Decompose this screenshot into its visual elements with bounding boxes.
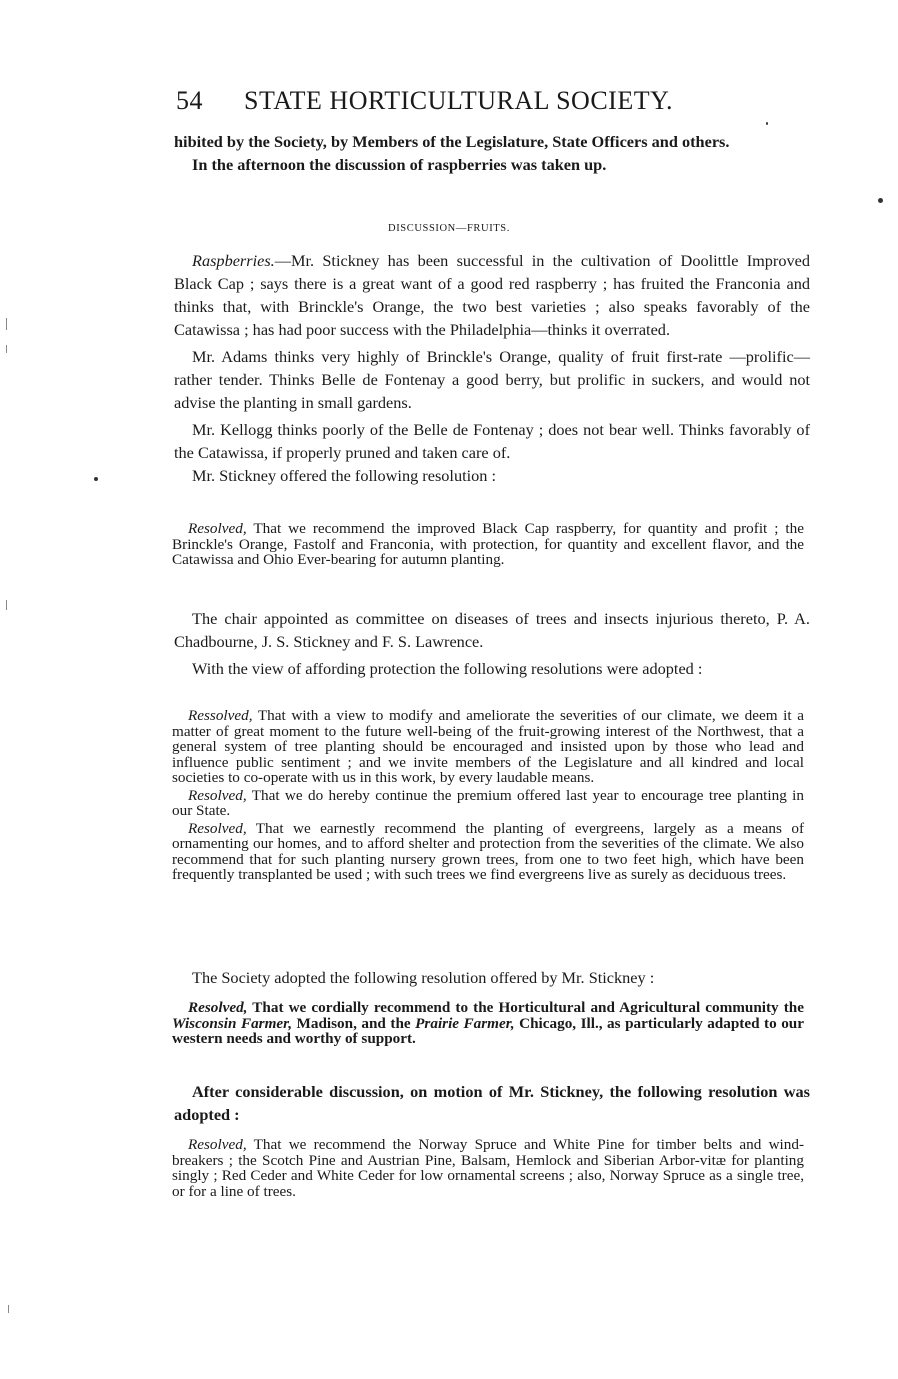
resolution-paragraph bbox=[172, 708, 804, 786]
resolution-spruce bbox=[172, 1137, 804, 1201]
stickney-offer-paragraph: Mr. Stickney offered the following resolution : bbox=[192, 466, 497, 485]
motion-section bbox=[174, 1080, 810, 1126]
resolution-raspberry bbox=[172, 521, 804, 570]
discussion-section bbox=[174, 249, 810, 487]
resolution-paragraph bbox=[172, 1000, 804, 1047]
page-number: 54 bbox=[176, 86, 203, 115]
committee-section bbox=[174, 607, 810, 680]
margin-mark bbox=[6, 600, 7, 610]
newspaper-title: Prairie Farmer, bbox=[415, 1014, 515, 1032]
resolution-text: That we recommend the Norway Spruce and White Pine for timber belts and wind-breakers ; the Scotch Pine and Austrian Pine, Balsam, Hemlock and Siberian Arbor-vitæ for planting singly ; Red Ceder and White Ceder for low ornamental screens ; also, Norway Spruce as a single tree, or for a line of trees. bbox=[172, 1136, 804, 1200]
resolution-paragraph bbox=[172, 788, 804, 819]
resolution-newspapers bbox=[172, 1000, 804, 1049]
committee-paragraph: The chair appointed as committee on diseases of trees and insects injurious thereto, P. A. Chadbourne, J. S. Stickney and F. S. Lawrence. bbox=[174, 609, 810, 651]
running-title: STATE HORTICULTURAL SOCIETY. bbox=[244, 86, 674, 115]
resolution-paragraph bbox=[172, 1137, 804, 1199]
resolutions-trees bbox=[172, 708, 804, 885]
adams-paragraph: Mr. Adams thinks very highly of Brinckle's Orange, quality of fruit first-rate —prolific—rather tender. Thinks Belle de Fontenay a good berry, but prolific in suckers, and would not advise the planting in small gardens. bbox=[174, 347, 810, 412]
margin-mark bbox=[6, 345, 7, 353]
scan-speck bbox=[94, 477, 98, 481]
raspberries-lead: Raspberries. bbox=[192, 251, 275, 270]
scan-speck bbox=[878, 198, 883, 203]
scan-speck bbox=[766, 122, 768, 125]
resolution-text: That we recommend the improved Black Cap raspberry, for quantity and profit ; the Brinckle's Orange, Fastolf and Franconia, with protection, for quantity and excellent flavor, and the Catawissa and Ohio Ever-bearing for autumn planting. bbox=[172, 520, 804, 568]
intro-afternoon-paragraph: In the afternoon the discussion of raspberries was taken up. bbox=[192, 155, 607, 174]
running-header bbox=[176, 86, 736, 116]
resolution-lead: Resolved, bbox=[188, 786, 247, 804]
resolution-paragraph bbox=[172, 821, 804, 883]
newspaper-title: Wisconsin Farmer, bbox=[172, 1014, 293, 1032]
intro-paragraph: hibited by the Society, by Members of the Legislature, State Officers and others. bbox=[174, 132, 730, 151]
margin-mark bbox=[8, 1305, 9, 1313]
resolution-lead: Resolved, bbox=[188, 1136, 247, 1153]
resolution-lead: Resolved, bbox=[188, 999, 248, 1016]
section-subheading: DISCUSSION—FRUITS. bbox=[388, 223, 510, 234]
intro-section bbox=[174, 130, 810, 176]
margin-mark bbox=[6, 318, 7, 330]
resolution-paragraph bbox=[172, 521, 804, 568]
society-paragraph: The Society adopted the following resolution offered by Mr. Stickney : bbox=[192, 968, 655, 987]
resolution-text: That we cordially recommend to the Horticultural and Agricultural community the bbox=[247, 999, 804, 1016]
society-section bbox=[174, 966, 810, 989]
resolution-text: That we earnestly recommend the planting of evergreens, largely as a means of ornamenting our homes, and to afford shelter and protection from the severities of the climate. We also recommend that for such planting nursery grown trees, from one to two feet high, which have been frequently transplanted be used ; with such trees we find evergreens live as surely as deciduous trees. bbox=[172, 819, 804, 883]
resolution-lead: Resolved, bbox=[188, 819, 247, 837]
resolution-text: That we do hereby continue the premium offered last year to encourage tree planting in our State. bbox=[172, 786, 804, 819]
motion-paragraph: After considerable discussion, on motion of Mr. Stickney, the following resolution was adopted : bbox=[174, 1082, 810, 1124]
raspberries-text: —Mr. Stickney has been successful in the cultivation of Doolittle Improved Black Cap ; says there is a great want of a good red raspberry ; has fruited the Franconia and thinks that, with Brinckle's Orange, the two best varieties ; also speaks favorably of the Catawissa ; has had poor success with the Philadelphia—thinks it overrated. bbox=[174, 251, 810, 339]
resolution-text: That with a view to modify and ameliorate the severities of our climate, we deem it a matter of great moment to the future well-being of the fruit-growing interest of the Northwest, that a general system of tree planting should be encouraged and insisted upon by those who lead and influence public sentiment ; and we invite members of the Legislature and all kindred and local societies to co-operate with us in this work, by every laudable means. bbox=[172, 707, 804, 786]
kellogg-paragraph: Mr. Kellogg thinks poorly of the Belle de Fontenay ; does not bear well. Thinks favorably of the Catawissa, if properly pruned and taken care of. bbox=[174, 420, 810, 462]
resolution-lead: Resolved, bbox=[188, 520, 247, 537]
raspberries-paragraph bbox=[174, 249, 810, 341]
resolution-text: Chicago, Ill., as particularly adapted to our western needs and worthy of support. bbox=[172, 1014, 804, 1047]
resolution-lead: Ressolved, bbox=[188, 707, 253, 724]
resolution-text: Madison, and the bbox=[292, 1014, 416, 1032]
protection-paragraph: With the view of affording protection the following resolutions were adopted : bbox=[192, 659, 703, 678]
